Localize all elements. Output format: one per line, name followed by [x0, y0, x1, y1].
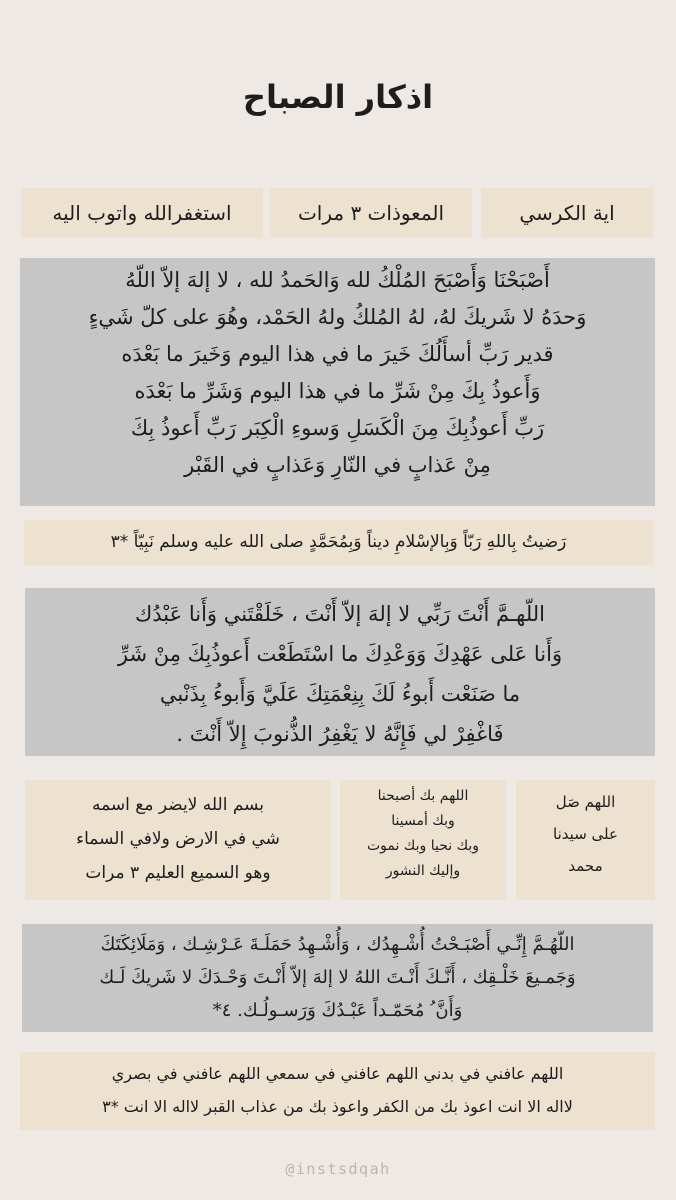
dhikr-line: مِنْ عَذابٍ في النّارِ وَعَذابٍ في القَبْر: [184, 453, 491, 477]
dhikr-line: محمد: [568, 857, 603, 875]
chip-muawwidhat[interactable]: [270, 188, 472, 238]
dhikr-ushhiduk-block: [22, 924, 653, 1032]
dhikr-bika-asbahna: [340, 780, 506, 900]
dhikr-line: وَأَعوذُ بِكَ مِنْ شَرِّ ما في هذا اليوم وَشَرِّ ما بَعْدَه: [134, 379, 541, 403]
chip-istighfar[interactable]: [21, 188, 263, 238]
dhikr-radheet: [24, 520, 653, 565]
dhikr-line: وَجَمـيعَ خَلْـقِك ، أَنَّـكَ أَنْـتَ اللهُ لا إلهَ إلاّ أَنْـتَ وَحْـدَكَ لا شَريكَ لَـك: [99, 967, 576, 988]
dhikr-line: اللهم بك أصبحنا: [377, 788, 469, 804]
dhikr-line: وبك نحيا وبك نموت: [366, 838, 480, 854]
dhikr-line: اللّهُـمَّ إِنِّـي أَصْبَـحْتُ أُشْـهِدُك ، وَأُشْـهِدُ حَمَلَـةَ عَـرْشِـك ، وَمَلَائِكَتَكَ: [100, 934, 575, 955]
dhikr-line: وَأَنَّ ُ مُحَمّـداً عَبْـدُكَ وَرَسـولُـك. ٤*: [212, 1000, 463, 1021]
dhikr-line: رَبِّ أَعوذُبِكَ مِنَ الْكَسَلِ وَسوءِ الْكِبَر رَبِّ أَعوذُ بِكَ: [130, 416, 545, 440]
dhikr-line: فَاغْفِرْ لي فَإِنَّهُ لا يَغْفِرُ الذُّنوبَ إِلاّ أَنْتَ .: [176, 722, 504, 746]
chip-label: اية الكرسي: [519, 201, 615, 225]
dhikr-line: ما صَنَعْت أَبوءُ لَكَ بِنِعْمَتِكَ عَلَيَّ وَأَبوءُ بِذَنْبي: [159, 682, 521, 706]
dhikr-line: وهو السميع العليم ٣ مرات: [85, 863, 271, 883]
watermark-handle: @instsdqah: [285, 1160, 391, 1178]
dhikr-salawat: [516, 780, 655, 900]
dhikr-bismillah: [25, 780, 331, 900]
dhikr-line: اللهم عافني في بدني اللهم عافني في سمعي اللهم عافني في بصري: [111, 1064, 564, 1083]
dhikr-line: قدير رَبِّ أسأَلُكَ خَيرَ ما في هذا اليوم وَخَيرَ ما بَعْدَه: [121, 342, 554, 366]
chip-ayat-kursi[interactable]: [481, 188, 653, 238]
sayyid-istighfar-block: [25, 588, 655, 756]
dhikr-line: بسم الله لايضر مع اسمه: [91, 795, 265, 815]
dhikr-afini-block: [20, 1052, 655, 1130]
dhikr-line: لااله الا انت اعوذ بك من الكفر واعوذ بك من عذاب القبر لااله الا انت *٣: [102, 1097, 573, 1116]
dhikr-line: على سيدنا: [553, 825, 618, 843]
dhikr-line: وَأَنا عَلى عَهْدِكَ وَوَعْدِكَ ما اسْتَطَعْت أَعوذُبِكَ مِنْ شَرِّ: [117, 642, 563, 666]
dhikr-line: وإليك النشور: [385, 863, 461, 879]
chip-label: المعوذات ٣ مرات: [297, 201, 445, 225]
dhikr-line: اللّهـمَّ أَنْتَ رَبِّي لا إلهَ إلاّ أَنْتَ ، خَلَقْتَني وَأَنا عَبْدُك: [134, 602, 546, 626]
dhikr-line: رَضيتُ بِاللهِ رَبّاً وَبِالإسْلامِ ديناً وَبِمُحَمَّدٍ صلى الله عليه وسلم نَبِيّاً *٣: [110, 532, 567, 552]
dhikr-line: أَصْبَحْنَا وَأَصْبَحَ المُلْكُ لله وَالحَمدُ لله ، لا إلهَ إلاّ اللّهُ: [125, 268, 550, 292]
dhikr-line: شي في الارض ولافي السماء: [76, 829, 280, 849]
dhikr-asbahna-block: [20, 258, 655, 506]
chip-label: استغفرالله واتوب اليه: [52, 201, 232, 225]
dhikr-line: وَحدَهُ لا شَريكَ لهُ، لهُ المُلكُ ولهُ الحَمْد، وهُوَ على كلّ شَيءٍ: [88, 305, 587, 329]
dhikr-line: وبك أمسينا: [391, 813, 455, 829]
page-title: اذكار الصباح: [242, 78, 434, 116]
dhikr-line: اللهم صَل: [555, 793, 616, 811]
